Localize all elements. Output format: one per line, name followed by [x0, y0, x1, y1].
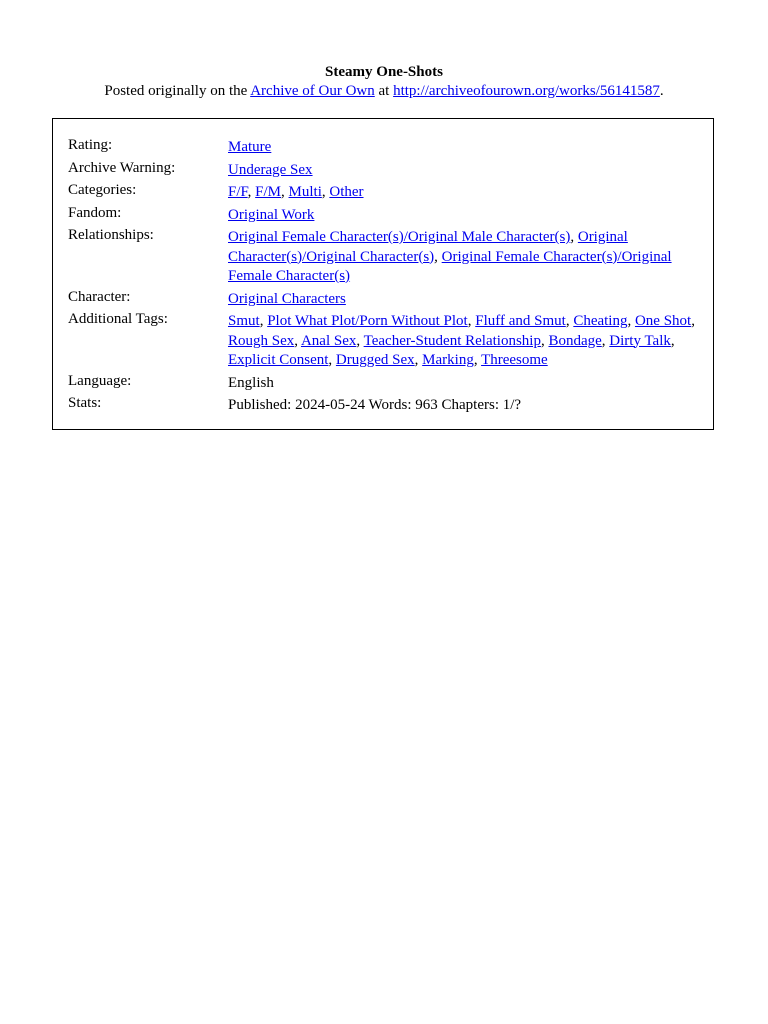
character-label: Character:: [68, 288, 131, 305]
metadata-table: [68, 136, 698, 417]
metadata-box: [52, 118, 714, 430]
additional-tags-value: [228, 310, 698, 372]
tag-link[interactable]: Original Work: [228, 206, 315, 223]
tag-link[interactable]: Original Female Character(s)/Original Male Character(s): [228, 229, 571, 245]
relationships-value: [228, 226, 698, 288]
posted-middle: at: [374, 83, 394, 99]
tag-link[interactable]: Dirty Talk: [609, 332, 671, 349]
additional-tags-links: Smut, Plot What Plot/Porn Without Plot, Fluff and Smut, Cheating, One Shot, Rough Sex, Anal Sex, Teacher-Student Relationship, Bondage, Dirty Talk, Explicit Consent, Drugged Sex, Marking, Threesome: [228, 313, 695, 368]
stats-value: Published: 2024-05-24 Words: 963 Chapters: 1/?: [228, 397, 522, 413]
tag-link[interactable]: Bondage: [548, 332, 602, 349]
tag-link[interactable]: Teacher-Student Relationship: [363, 332, 541, 349]
tag-link[interactable]: F/F: [228, 184, 248, 200]
additional-tags-row: [68, 310, 698, 372]
categories-row: [68, 181, 698, 204]
work-title: Steamy One-Shots: [325, 64, 443, 80]
archive-warning-value: [228, 159, 698, 182]
tag-link[interactable]: Smut: [228, 313, 260, 329]
categories-links: F/F, F/M, Multi, Other: [228, 184, 364, 200]
tag-link[interactable]: Explicit Consent: [228, 352, 329, 368]
tag-link[interactable]: F/M: [255, 184, 282, 200]
fandom-links: [228, 207, 314, 223]
stats-row: [68, 394, 698, 417]
tag-link[interactable]: Threesome: [481, 352, 548, 368]
relationships-row: [68, 226, 698, 288]
tag-link[interactable]: Drugged Sex: [335, 352, 415, 368]
rating-label: Rating:: [68, 137, 113, 153]
categories-label: Categories:: [68, 182, 137, 198]
fandom-label: Fandom:: [68, 204, 122, 221]
additional-tags-label: Additional Tags:: [68, 311, 168, 327]
archive-warning-links: [228, 162, 313, 178]
tag-link[interactable]: Original Female Character(s)/Original Female Character(s): [228, 248, 672, 284]
categories-value: [228, 181, 698, 204]
archive-warning-label: Archive Warning:: [68, 159, 176, 176]
tag-link[interactable]: Plot What Plot/Porn Without Plot: [267, 313, 468, 329]
character-links: [228, 291, 346, 307]
work-url-link[interactable]: http://archiveofourown.org/works/56141587: [393, 83, 660, 99]
stats-label: Stats:: [68, 395, 102, 411]
tag-link[interactable]: Original Characters: [228, 290, 346, 307]
tag-link[interactable]: Underage Sex: [228, 161, 313, 178]
posted-line: [0, 81, 768, 101]
language-row: [68, 372, 698, 395]
archive-link[interactable]: Archive of Our Own: [250, 83, 375, 99]
fandom-row: [68, 204, 698, 227]
tag-link[interactable]: Multi: [288, 184, 322, 200]
tag-link[interactable]: Cheating: [573, 313, 628, 329]
language-label: Language:: [68, 372, 132, 389]
character-value: [228, 288, 698, 311]
tag-link[interactable]: Fluff and Smut: [475, 313, 566, 329]
fandom-value: [228, 204, 698, 227]
posted-suffix: .: [659, 83, 664, 99]
archive-warning-row: [68, 159, 698, 182]
rating-row: [68, 136, 698, 159]
tag-link[interactable]: Mature: [228, 139, 272, 155]
character-row: [68, 288, 698, 311]
tag-link[interactable]: Anal Sex: [300, 332, 357, 349]
rating-links: [228, 139, 271, 155]
tag-link[interactable]: Other: [329, 184, 364, 200]
posted-prefix: Posted originally on the: [104, 83, 251, 99]
relationships-label: Relationships:: [68, 227, 154, 243]
tag-link[interactable]: One Shot: [634, 313, 692, 329]
tag-link[interactable]: Original Character(s)/Original Character(s): [228, 229, 628, 265]
rating-value: [228, 136, 698, 159]
relationships-links: Original Female Character(s)/Original Male Character(s), Original Character(s)/Original Character(s), Original Female Character(s)/Original Female Character(s): [228, 229, 672, 284]
tag-link[interactable]: Rough Sex: [228, 332, 295, 349]
language-value: English: [228, 374, 274, 391]
tag-link[interactable]: Marking: [422, 352, 474, 368]
